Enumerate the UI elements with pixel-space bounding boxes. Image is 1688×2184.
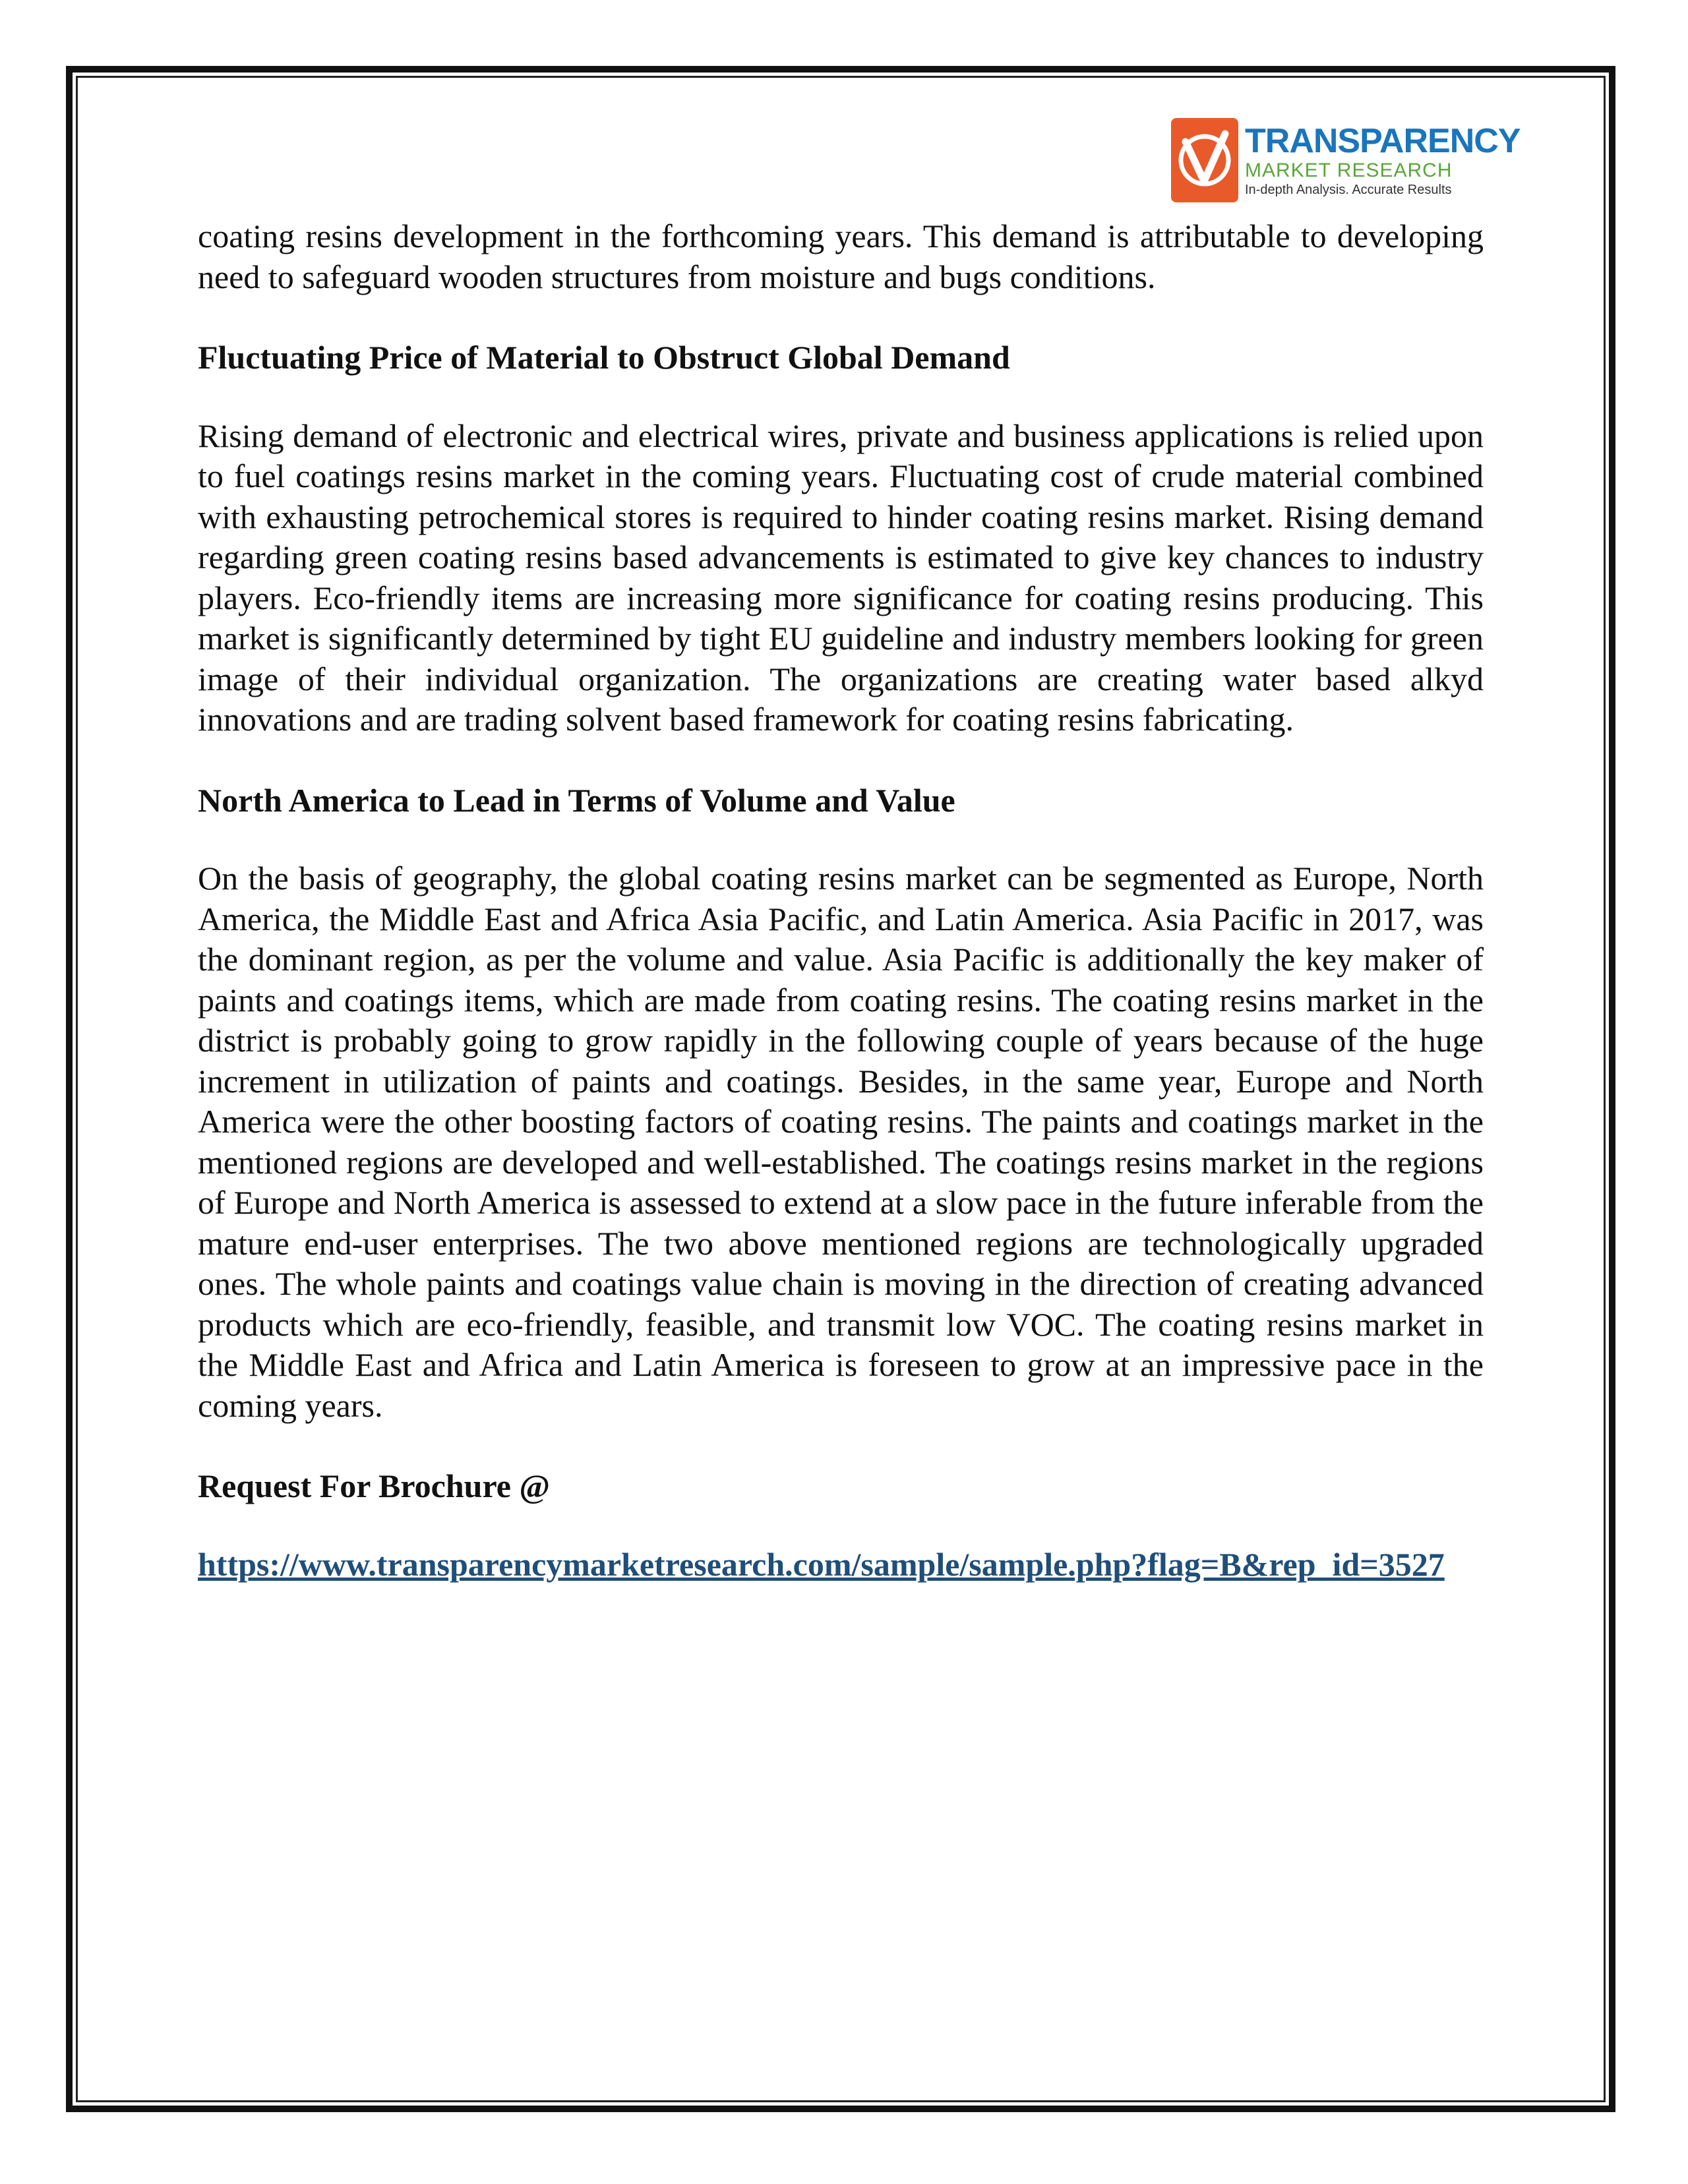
geography-paragraph: On the basis of geography, the global coating resins market can be segmented as Europe, North America, the Middle East and Africa Asia Pacific, and Latin America. Asia Pacific in 2017, was the dominant region, as per the volume and value. Asia Pacific is additionally the key maker of paints and coatings items, which are made from coating resins. The coating resins market in the district is probably going to grow rapidly in the following couple of years because of the huge increment in utilization of paints and coatings. Besides, in the same year, Europe and North America were the other boosting factors of coating resins. The paints and coatings market in the mentioned regions are developed and well-established. The coatings resins market in the regions of Europe and North America is assessed to extend at a slow pace in the future inferable from the mature end-user enterprises. The two above mentioned regions are technologically upgraded ones. The whole paints and coatings value chain is moving in the direction of creating advanced products which are eco-friendly, feasible, and transmit low VOC. The coating resins market in the Middle East and Africa and Latin America is foreseen to grow at an impressive pace in the coming years. [198, 860, 1484, 1424]
intro-paragraph: coating resins development in the forthcoming years. This demand is attributable to developing need to safeguard wooden structures from moisture and bugs conditions. [198, 218, 1484, 295]
section-heading-price: Fluctuating Price of Material to Obstruct Global Demand [198, 339, 1010, 376]
brochure-link-paragraph [198, 1545, 1484, 1585]
logo-text [1245, 123, 1521, 198]
logo-title: TRANSPARENCY [1245, 122, 1521, 160]
section-heading-north-america: North America to Lead in Terms of Volume and Value [198, 781, 955, 819]
company-logo [1171, 98, 1521, 223]
brochure-heading: Request For Brochure @ [198, 1467, 550, 1504]
brochure-link[interactable]: https://www.transparencymarketresearch.com/sample/sample.php?flag=B&rep_id=3527 [198, 1545, 1445, 1583]
logo-subtitle: MARKET RESEARCH [1245, 160, 1453, 181]
price-paragraph: Rising demand of electronic and electrical wires, private and business applications is relied upon to fuel coatings resins market in the coming years. Fluctuating cost of crude material combined with exhausting petrochemical stores is required to hinder coating resins market. Rising demand regarding green coating resins based advancements is estimated to give key chances to industry players. Eco-friendly items are increasing more significance for coating resins producing. This market is significantly determined by tight EU guideline and industry members looking for green image of their individual organization. The organizations are creating water based alkyd innovations and are trading solvent based framework for coating resins fabricating. [198, 417, 1484, 738]
logo-tagline: In-depth Analysis. Accurate Results [1245, 183, 1452, 197]
document-body [198, 216, 1484, 1585]
tmr-logo-icon [1171, 118, 1238, 202]
